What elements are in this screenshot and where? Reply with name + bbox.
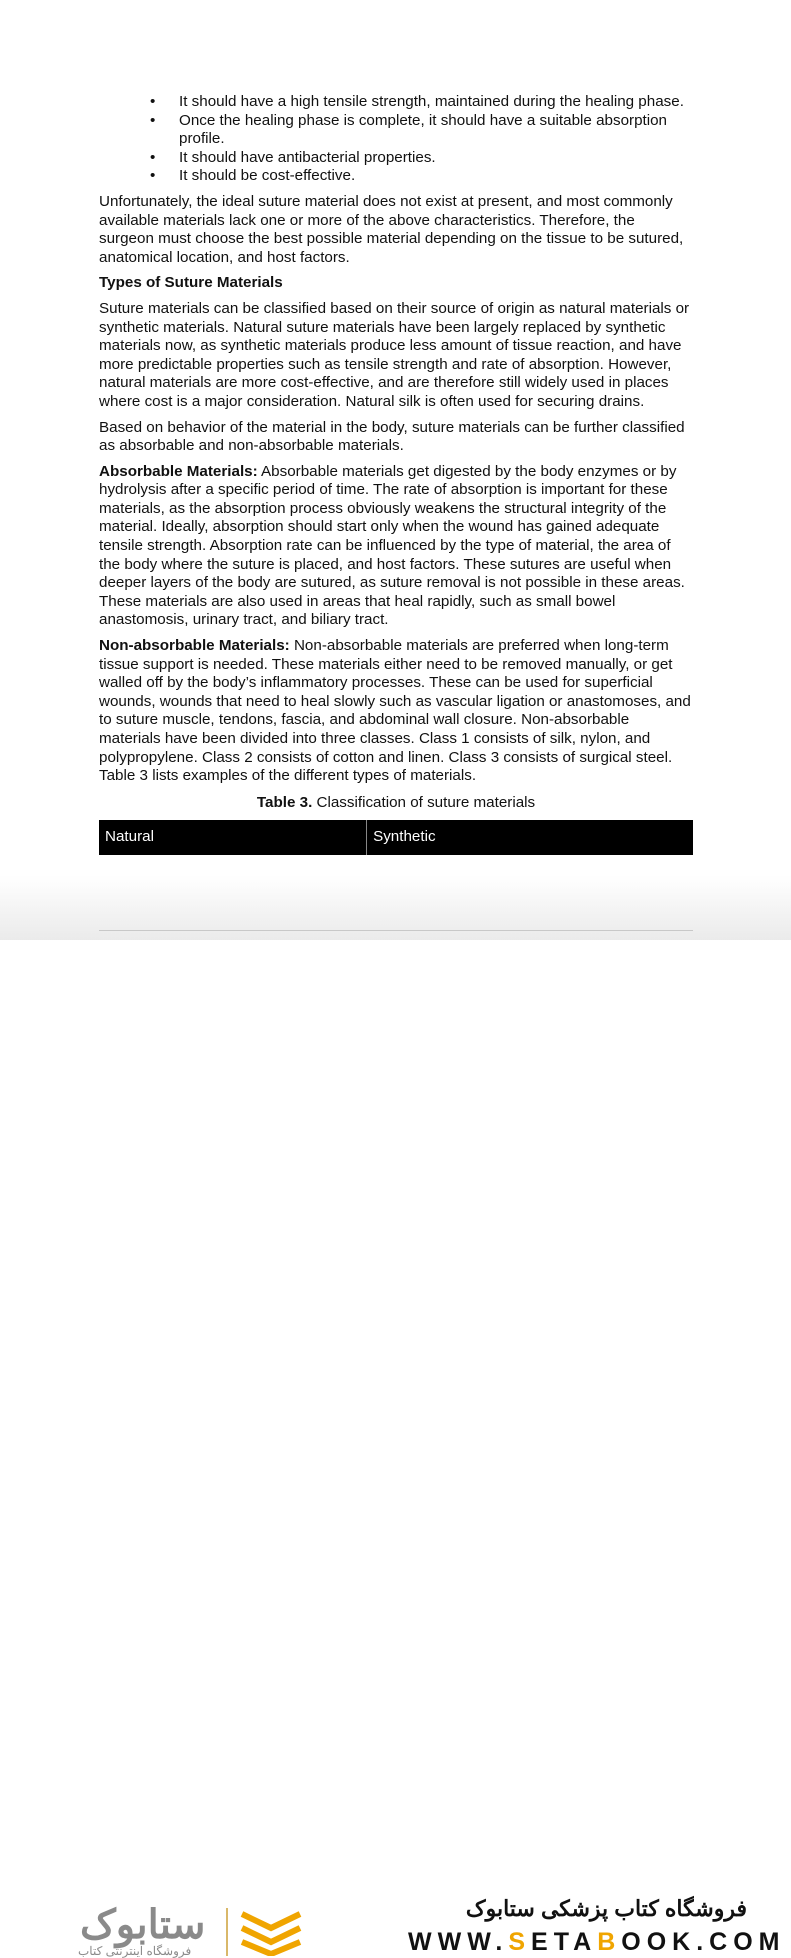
classification-table bbox=[99, 820, 693, 855]
footer-banner bbox=[0, 940, 791, 1958]
paragraph-absorbable bbox=[99, 463, 693, 630]
table-caption bbox=[99, 794, 693, 813]
list-item: • Once the healing phase is complete, it should have a suitable absorption profile. bbox=[99, 112, 693, 149]
shop-title: فروشگاه کتاب پزشکی ستابوک bbox=[465, 1896, 747, 1921]
brand-tagline: فروشگاه اینترنتی کتاب bbox=[78, 1944, 192, 1958]
table-caption-label: Table 3. bbox=[256, 793, 313, 811]
list-item: • It should have a high tensile strength, maintained during the healing phase. bbox=[99, 93, 693, 112]
site-accent-b: B bbox=[597, 1928, 622, 1956]
paragraph-origin: Suture materials can be classified based on their source of origin as natural materials or synthetic materials. Natural suture materials have been largely replaced by synthetic materials now, as synthetic materials produce less amount of tissue reaction, and have more predictable properties such as tensile strength and rate of absorption. However, natural materials are more cost-effective, and are therefore still widely used in places where cost is a major consideration. Natural silk is often used for securing drains. bbox=[99, 299, 690, 410]
divider bbox=[99, 930, 693, 931]
nonabsorbable-text: Non-absorbable materials are preferred when long-term tissue support is needed. These materials either need to be removed manually, or get walled off by the body’s inflammatory processes. These can be used for superficial wounds, wounds that need to heal slowly such as vascular ligation or anastomoses, and to suture muscle, tendons, fascia, and abdominal wall closure. Non-absorbable materials have been divided into three classes. Class 1 consists of silk, nylon, and polypropylene. Class 2 consists of cotton and linen. Class 3 consists of surgical steel. Table 3 lists examples of the different types of materials. bbox=[99, 637, 691, 785]
list-item: • It should have antibacterial properties. bbox=[99, 149, 693, 168]
document-page bbox=[0, 0, 791, 940]
table-header-natural: Natural bbox=[99, 820, 367, 855]
site-accent-s: S bbox=[508, 1928, 532, 1956]
section-heading: Types of Suture Materials bbox=[99, 274, 283, 292]
paragraph-behavior: Based on behavior of the material in the body, suture materials can be further classified as absorbable and non-absorbable materials. bbox=[99, 418, 685, 455]
absorbable-text: Absorbable materials get digested by the body enzymes or by hydrolysis after a specific period of time. The rate of absorption is important for these materials, as the absorption process obviously weakens the structural integrity of the material. Ideally, absorption should start only when the wound has gained adequate tensile strength. Absorption rate can be influenced by the type of material, the area of the body where the suture is placed, and host factors. These sutures are useful when deeper layers of the body are sutured, as suture removal is not possible in these areas. These materials are also used in areas that heal rapidly, such as small bowel anastomosis, urinary tract, and biliary tract. bbox=[99, 462, 685, 629]
chevron-logo-icon bbox=[236, 1908, 306, 1956]
table-header-row bbox=[99, 820, 693, 855]
absorbable-label: Absorbable Materials: bbox=[99, 462, 258, 480]
paragraph-nonabsorbable bbox=[99, 637, 693, 786]
requirements-list bbox=[99, 93, 693, 186]
website-link[interactable] bbox=[408, 1928, 785, 1957]
list-item: • It should be cost-effective. bbox=[99, 167, 693, 186]
paragraph-ideal-suture: Unfortunately, the ideal suture material does not exist at present, and most commonly available materials lack one or more of the above characteristics. Therefore, the surgeon must choose the best possible material depending on the tissue to be sutured, anatomical location, and host factors. bbox=[99, 192, 684, 266]
brand-logo-text: ستابوک bbox=[80, 1903, 206, 1947]
page-fade-overlay bbox=[0, 875, 791, 945]
nonabsorbable-label: Non-absorbable Materials: bbox=[99, 637, 290, 655]
site-mid: ETA bbox=[531, 1928, 598, 1956]
table-caption-text: Classification of suture materials bbox=[312, 793, 536, 811]
logo-separator bbox=[226, 1908, 228, 1956]
document-body bbox=[99, 93, 693, 855]
site-pre: WWW. bbox=[408, 1928, 509, 1956]
site-post: OOK.COM bbox=[621, 1928, 786, 1956]
table-header-synthetic: Synthetic bbox=[367, 820, 693, 855]
